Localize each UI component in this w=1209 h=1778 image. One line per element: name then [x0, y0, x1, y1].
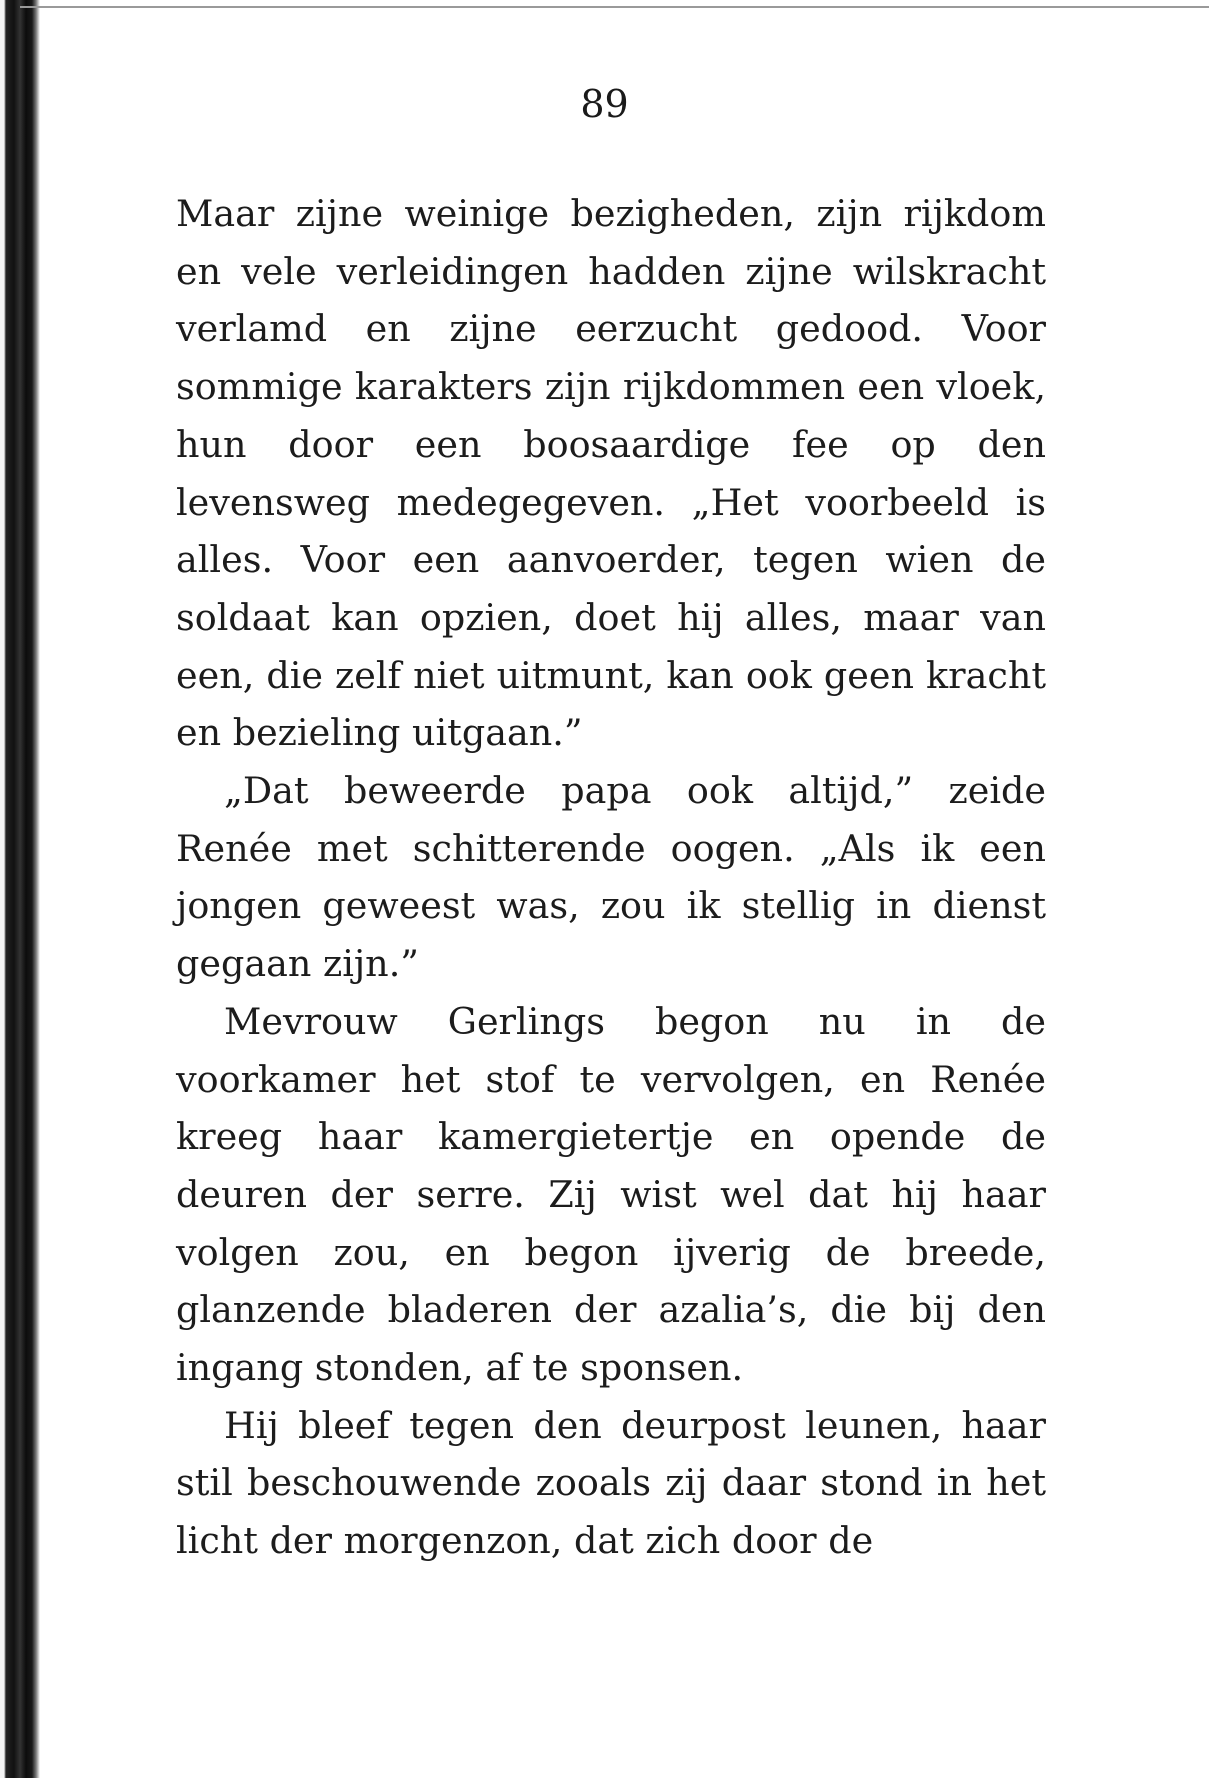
paragraph-4: Hij bleef tegen den deurpost leunen, haar stil beschouwende zooals zij daar stond in het licht der morgenzon, dat zich door de — [176, 1403, 1046, 1563]
paragraph-3: Mevrouw Gerlings begon nu in de voorkamer het stof te vervolgen, en Renée kreeg haar kamergietertje en opende de deuren der serre. Zij wist wel dat hij haar volgen zou, en begon ijverig de breede, glanzende bladeren der azalia’s, die bij den ingang stonden, af te sponsen. — [176, 999, 1046, 1390]
page-number: 89 — [580, 82, 629, 126]
paragraph-1: Maar zijne weinige bezigheden, zijn rijkdom en vele verleidingen hadden zijne wilskracht verlamd en zijne eerzucht gedood. Voor sommige karakters zijn rijkdommen een vloek, hun door een boosaardige fee op den levensweg medegegeven. „Het voorbeeld is alles. Voor een aanvoerder, tegen wien de soldaat kan opzien, doet hij alles, maar van een, die zelf niet uitmunt, kan ook geen kracht en bezieling uitgaan.” — [176, 192, 1046, 755]
top-rule — [20, 6, 1209, 8]
paragraph-2: „Dat beweerde papa ook altijd,” zeide Renée met schitterende oogen. „Als ik een jongen geweest was, zou ik stellig in dienst gegaan zijn.” — [176, 769, 1046, 986]
binding-edge — [0, 0, 40, 1778]
body-text — [176, 185, 1046, 1570]
